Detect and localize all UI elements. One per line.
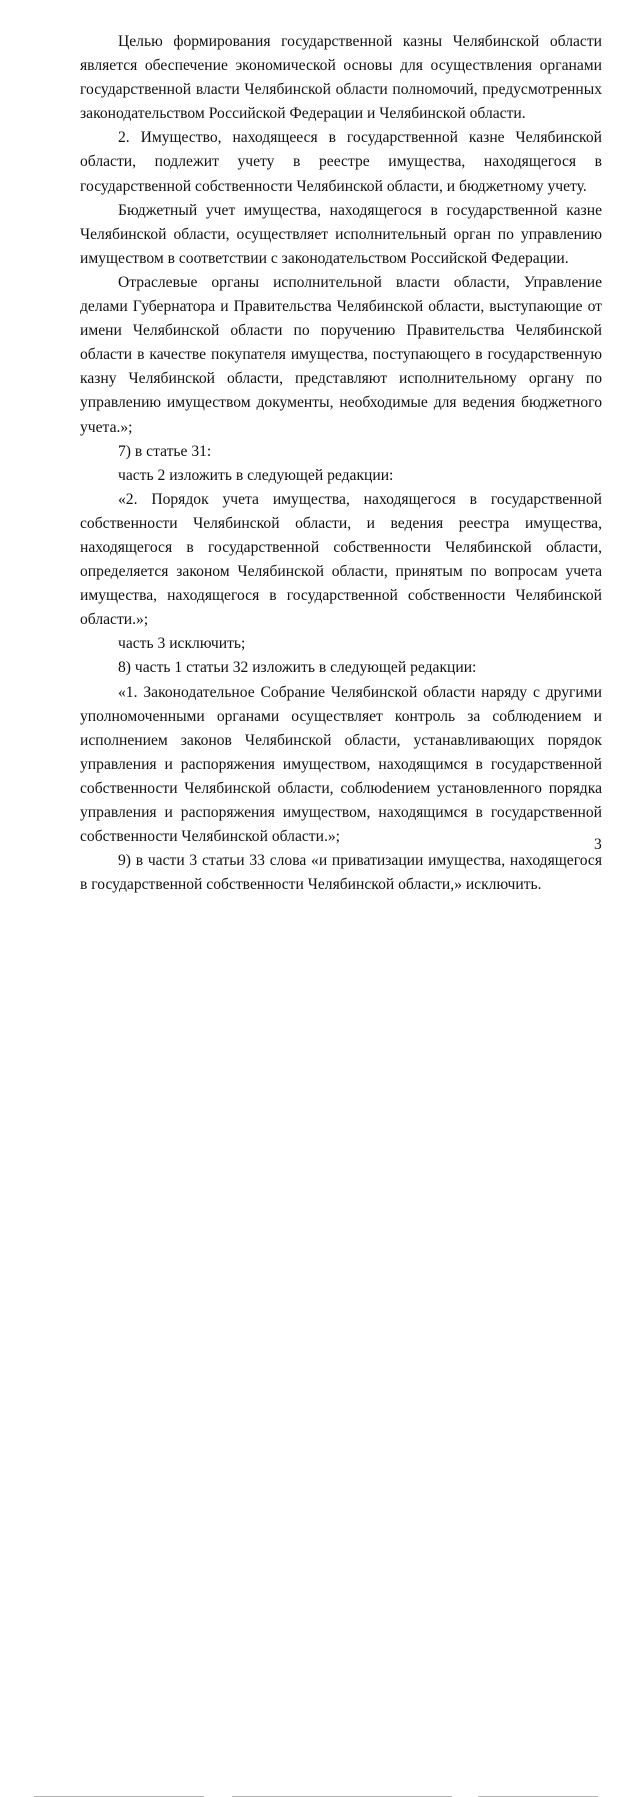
paragraph-article-32: 8) часть 1 статьи 32 изложить в следующей редакции:	[118, 659, 477, 677]
paragraph-article-31: 7) в статье 31:	[118, 442, 212, 460]
paragraph-article-33: 9) в части 3 статьи 33 слова «и приватизации имущества, находящегося в государственной собственности Челябинской области,» исключить.	[80, 852, 602, 894]
document-body	[80, 30, 602, 897]
scan-bottom-edge	[0, 896, 640, 905]
paragraph-article-31-part-2: часть 2 изложить в следующей редакции:	[118, 466, 394, 484]
paragraph-article-31-part-3: часть 3 исключить;	[118, 635, 246, 653]
paragraph-sectoral-bodies: Отраслевые органы исполнительной власти области, Управление делами Губернатора и Правительства Челябинской области, выступающие от имени Челябинской области по поручению Правительства Челябинской области в качестве покупателя имущества, поступающего в государственную казну Челябинской области, представляют исполнительному органу по управлению имуществом документы, необходимые для ведения бюджетного учета.»;	[80, 273, 602, 436]
paragraph-budget-accounting: Бюджетный учет имущества, находящегося в государственной казне Челябинской области, осуществляет исполнительный орган по управлению имуществом в соответствии с законодательством Российской Федерации.	[80, 201, 602, 267]
paragraph-state-treasury-purpose: Целью формирования государственной казны Челябинской области является обеспечение экономической основы для осуществления органами государственной власти Челябинской области полномочий, предусмотренных законодательством Российской Федерации и Челябинской области.	[80, 33, 602, 123]
paragraph-property-registry: 2. Имущество, находящееся в государственной казне Челябинской области, подлежит учету в реестре имущества, находящегося в государственной собственности Челябинской области, и бюджетному учету.	[80, 129, 602, 195]
paragraph-accounting-procedure: «2. Порядок учета имущества, находящегося в государственной собственности Челябинской области, и ведения реестра имущества, находящегося в государственной собственности Челябинской области, определяется законом Челябинской области, принятым по вопросам учета имущества, находящегося в государственной собственности Челябинской области.»;	[80, 490, 602, 629]
paragraph-legislative-control: «1. Законодательное Собрание Челябинской области наряду с другими уполномоченными органами осуществляет контроль за соблюдением и исполнением законов Челябинской области, устанавливающих порядок управления и распоряжения имуществом, находящимся в государственной собственности Челябинской области, соблюdением установленного порядка управления и распоряжения имуществом, находящимся в государственной собственности Челябинской области.»;	[80, 683, 602, 846]
page-number: 3	[594, 836, 602, 853]
